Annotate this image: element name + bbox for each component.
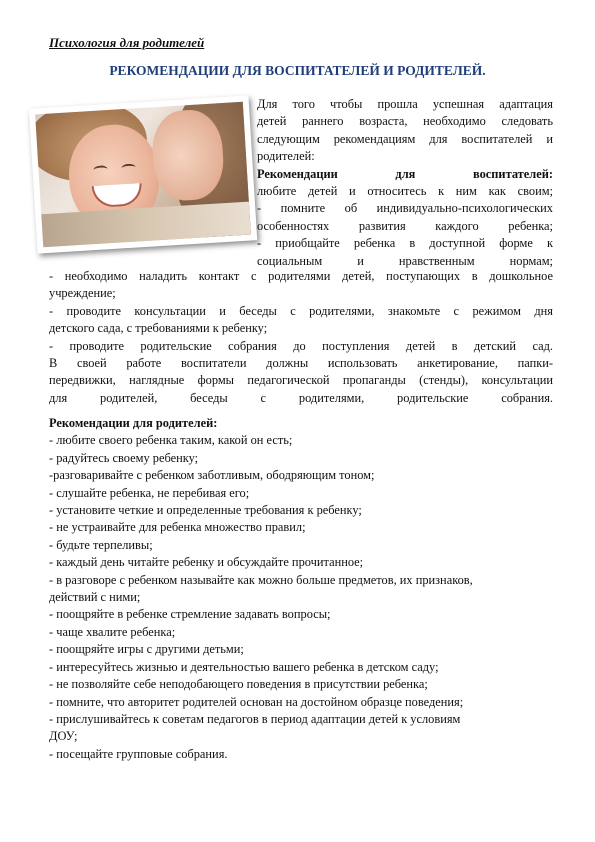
text-line: родителей: (257, 149, 315, 164)
teacher-recommendations (49, 268, 553, 407)
list-item: - в разговоре с ребенком называйте как можно больше предметов, их признаков, (49, 572, 473, 587)
list-item: действий с ними; (49, 590, 141, 605)
text-line: детского сада, с требованиями к ребенку; (49, 321, 268, 336)
list-item: - будьте терпеливы; (49, 537, 153, 552)
page-title: РЕКОМЕНДАЦИИ ДЛЯ ВОСПИТАТЕЛЕЙ И РОДИТЕЛЕЙ. (109, 63, 486, 78)
text-line: Рекомендации для воспитателей: (257, 166, 553, 181)
list-item: - не позволяйте себе неподобающего поведения в присутствии ребенка; (49, 677, 428, 692)
list-item: - поощряйте игры с другими детьми; (49, 642, 244, 657)
parents-list (49, 432, 553, 763)
text-line: любите детей и относитесь к ним как своим; (257, 184, 553, 199)
text-line: - помните об индивидуально-психологических (257, 201, 553, 216)
parent-recommendations (49, 415, 553, 763)
text-line: для родителей, беседы с родителями, родительские собрания. (49, 390, 553, 405)
list-item: - не устраивайте для ребенка множество правил; (49, 520, 306, 535)
text-line: особенностях развития каждого ребенка; (257, 218, 553, 233)
photo-clothing (41, 201, 251, 247)
text-line: передвижки, наглядные формы педагогической пропаганды (стенды), консультации (49, 373, 553, 388)
page-header: Психология для родителей (49, 35, 205, 50)
text-line: - необходимо наладить контакт с родителями детей, поступающих в дошкольное (49, 269, 553, 283)
text-line: Для того чтобы прошла успешная адаптация (257, 97, 553, 111)
text-line: - приобщайте ребенка в доступной форме к (257, 236, 553, 251)
text-line: социальным и нравственным нормам; (257, 253, 553, 268)
list-item: - установите четкие и определенные требования к ребенку; (49, 503, 362, 518)
list-item: - любите своего ребенка таким, какой он есть; (49, 433, 293, 448)
list-item: - помните, что авторитет родителей основан на достойном образце поведения; (49, 694, 464, 709)
list-item: - прислушивайтесь к советам педагогов в период адаптации детей к условиям (49, 711, 461, 726)
list-item: - чаще хвалите ребенка; (49, 624, 176, 639)
list-item: - радуйтесь своему ребенку; (49, 450, 199, 465)
list-item: - каждый день читайте ребенку и обсуждайте прочитанное; (49, 555, 364, 570)
list-item: -разговаривайте с ребенком заботливым, ободряющим тоном; (49, 468, 375, 483)
list-item: - слушайте ребенка, не перебивая его; (49, 485, 250, 500)
list-item: - посещайте групповые собрания. (49, 746, 228, 761)
text-line: В своей работе воспитатели должны использовать анкетирование, папки- (49, 356, 553, 371)
list-item: ДОУ; (49, 729, 78, 744)
text-line: детей раннего возраста, необходимо следовать (257, 114, 553, 129)
photo-frame (29, 95, 257, 253)
parents-heading: Рекомендации для родителей: (49, 416, 218, 430)
text-line: учреждение; (49, 286, 116, 301)
list-item: - интересуйтесь жизнью и деятельностью вашего ребенка в детском саду; (49, 659, 439, 674)
text-line: - проводите родительские собрания до поступления детей в детский сад. (49, 338, 553, 353)
text-line: следующим рекомендациям для воспитателей и (257, 131, 553, 146)
text-line: - проводите консультации и беседы с родителями, знакомьте с режимом дня (49, 303, 553, 318)
list-item: - поощряйте в ребенке стремление задавать вопросы; (49, 607, 331, 622)
intro-paragraph (257, 96, 553, 270)
mother-child-photo (35, 102, 251, 247)
